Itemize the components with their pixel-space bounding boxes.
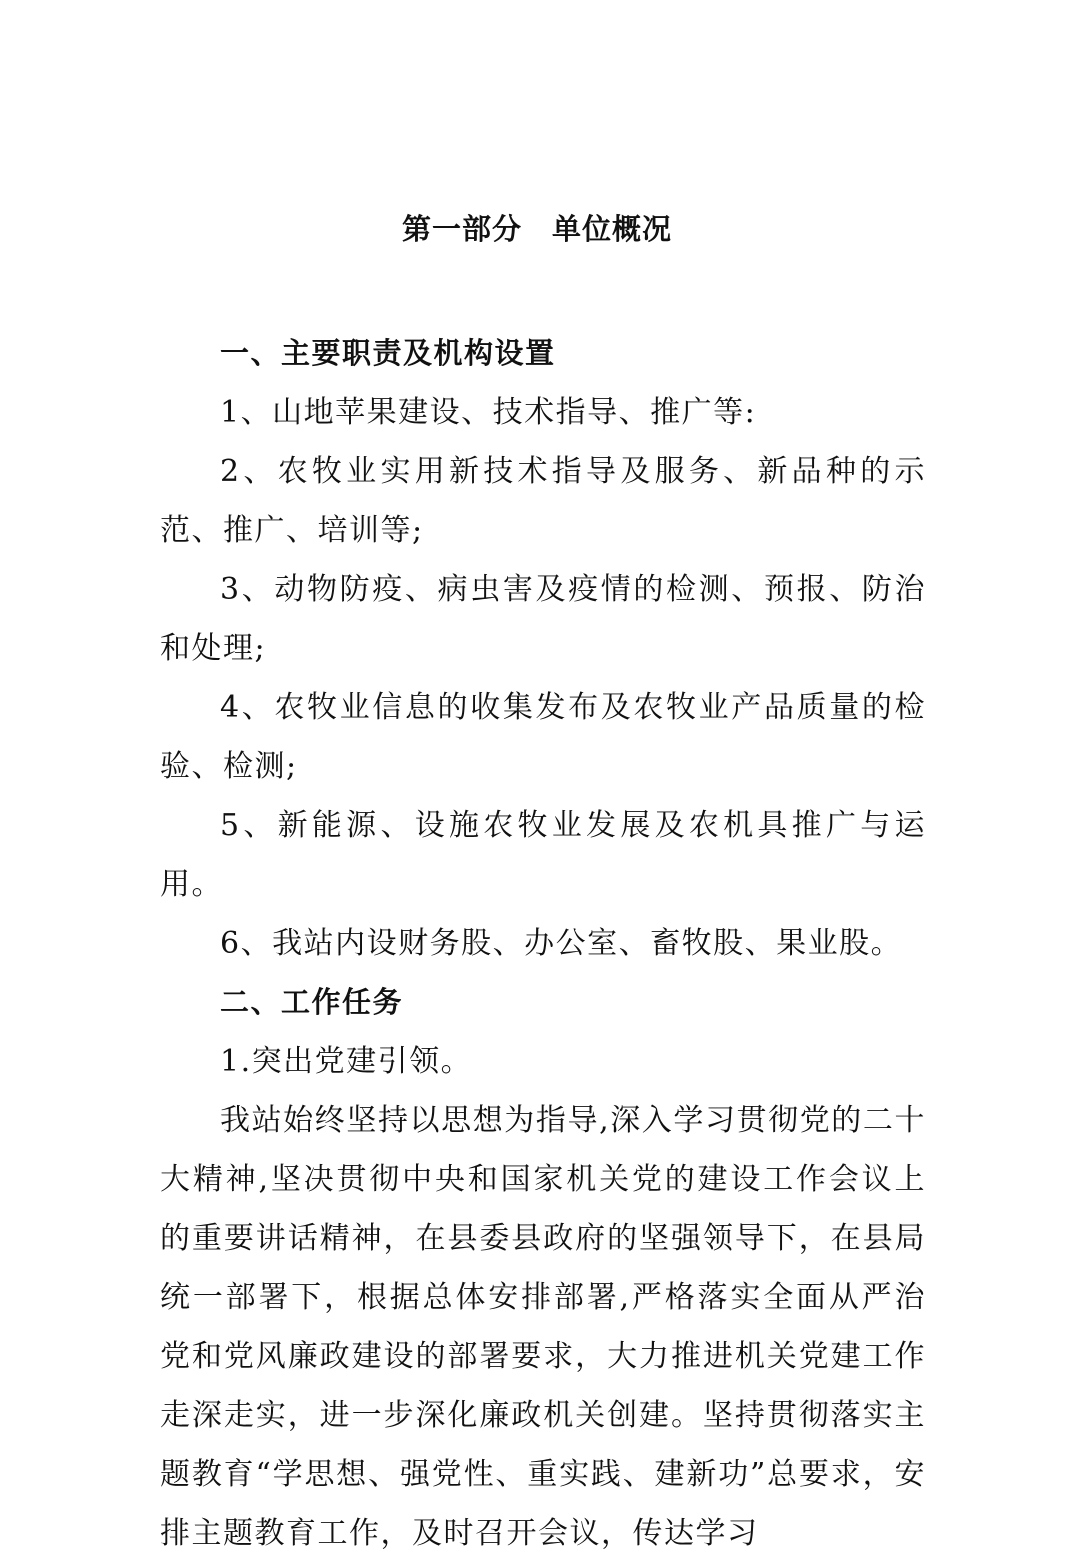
- section-heading-duties: 一、主要职责及机构设置: [220, 336, 556, 370]
- task-paragraph: 我站始终坚持以思想为指导,深入学习贯彻党的二十大精神,坚决贯彻中央和国家机关党的建设工作会议上的重要讲话精神，在县委县政府的坚强领导下，在县局统一部署下，根据总体安排部署,严格落实全面从严治党和党风廉政建设的部署要求，大力推进机关党建工作走深走实，进一步深化廉政机关创建。坚持贯彻落实主题教育“学思想、强党性、重实践、建新功”总要求，安排主题教育工作，及时召开会议，传达学习: [160, 1103, 926, 1551]
- duty-item-4: 4、农牧业信息的收集发布及农牧业产品质量的检验、检测;: [160, 690, 926, 784]
- duty-item-6: 6、我站内设财务股、办公室、畜牧股、果业股。: [220, 926, 903, 961]
- document-body: [160, 324, 926, 1563]
- page-title: 第一部分 单位概况: [401, 212, 672, 246]
- duty-item-1: 1、山地苹果建设、技术指导、推广等:: [220, 395, 757, 430]
- duty-item-3: 3、动物防疫、病虫害及疫情的检测、预报、防治和处理;: [160, 572, 926, 666]
- duty-item-5: 5、新能源、设施农牧业发展及农机具推广与运用。: [160, 808, 926, 902]
- section-heading-tasks: 二、工作任务: [220, 985, 404, 1019]
- duty-item-2: 2、农牧业实用新技术指导及服务、新品种的示范、推广、培训等;: [160, 454, 926, 548]
- task-subheading: 1.突出党建引领。: [220, 1044, 473, 1079]
